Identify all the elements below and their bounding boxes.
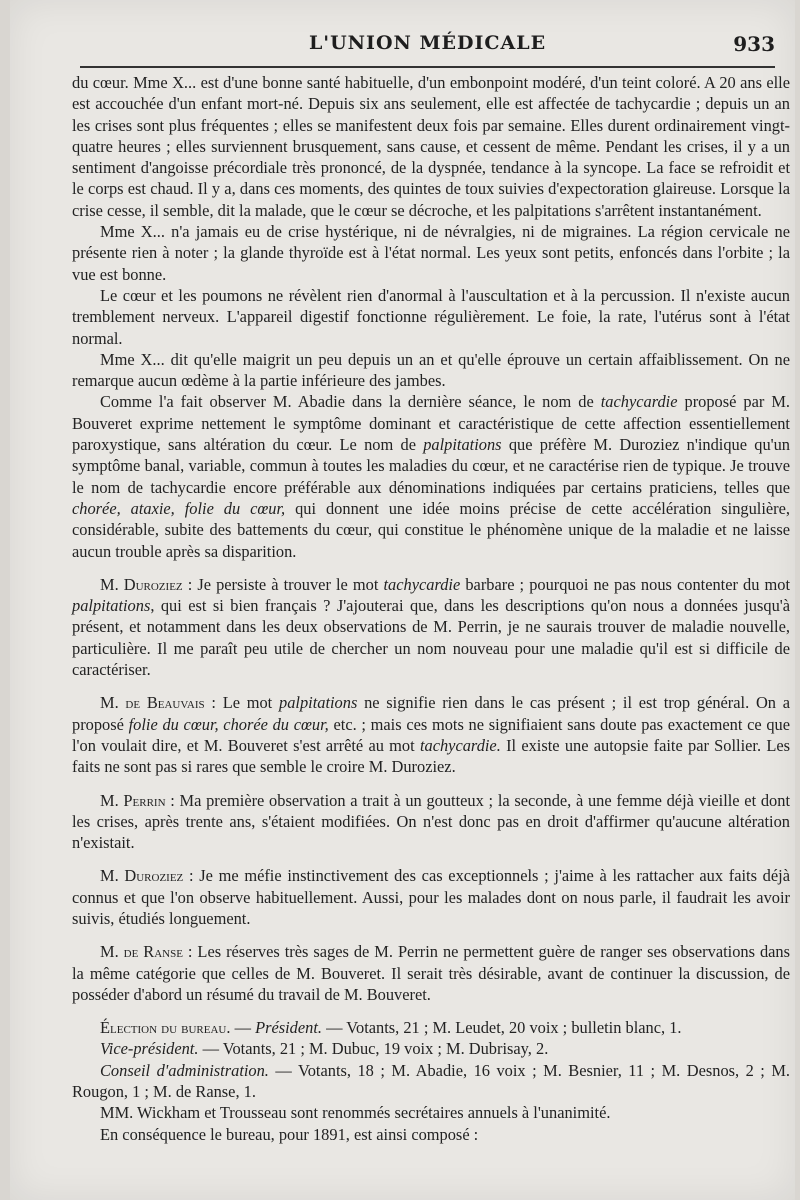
text-run: : Je persiste à trouver le mot [182,574,384,594]
speaker-name: M. de Beauvais [100,693,205,713]
paragraph-exam: Le cœur et les poumons ne révèlent rien d'anormal à l'auscultation et à la percussion. Il n'existe aucun tremblement nerveux. L'appareil digestif fonctionne régulièrement. Le foie, la rate, l'utérus sont à l'état normal. [72,285,790,348]
text-run: : Ma première observation a trait à un goutteux ; la seconde, à une femme déjà vieille et dont les crises, après trente ans, s'étaient modifiées. On n'est donc pas en droit d'affirmer qu'aucune altération n'existait. [72,790,790,853]
page [10,0,795,1200]
text-run: : Je me méfie instinctivement des cas exceptionnels ; j'aime à les rattacher aux faits déjà connus et que l'on observe habituellement. Aussi, pour les malades dont on nous parle, il faudrait les avoir suivis, étudiés longuement. [72,866,790,928]
election-president [72,1017,790,1038]
text-run: etc. ; mais ces mots ne signifiaient sans doute pas exactement ce que l'on voulait dire, et M. Bouveret s'est arrêté au mot [72,714,791,755]
term-folie-du-coeur: folie du cœur, chorée du cœur, [128,714,329,734]
speech-de-beauvais [72,692,790,777]
text-run: : Les réserves très sages de M. Perrin ne permettent guère de ranger ses observations dans la même catégorie que celles de M. Bouveret. Il serait très désirable, avant de continuer la discussion, de posséder d'abord un résumé du travail de M. Bouveret. [72,942,790,1004]
term-tachycardie: tachycardie [600,392,678,412]
text-run: proposé par M. Bouveret exprime nettement le symptôme dominant et caractéristique de cette affection essentiellement paroxystique, sans altération du cœur. Le nom de [72,392,790,455]
speaker-name: M. de Ranse [100,942,183,962]
term-palpitations: palpitations [72,596,151,616]
text-run: barbare ; pourquoi ne pas nous contenter du mot [460,574,790,594]
election-council [72,1060,790,1103]
text-run: ne signifie rien dans le cas présent ; il est trop général. On a proposé [72,693,791,734]
text-run: — Votants, 21 ; M. Dubuc, 19 voix ; M. Dubrisay, 2. [198,1039,549,1059]
speech-perrin [72,790,790,854]
page-number: 933 [733,32,775,56]
text-run: Il existe une autopsie faite par Sollier. Les faits ne sont pas si rares que semble le croire M. Duroziez. [72,735,790,777]
election-vice-president [72,1038,790,1059]
speech-duroziez-1 [72,574,790,680]
text-run: — [230,1018,256,1038]
text-run: — Votants, 21 ; M. Leudet, 20 voix ; bulletin blanc, 1. [321,1018,682,1038]
paragraph-naming-argument [72,391,790,561]
text-run: Comme l'a fait observer M. Abadie dans la dernière séance, le nom de [100,392,601,412]
paragraph-no-hysteria: Mme X... n'a jamais eu de crise hystérique, ni de névralgies, ni de migraines. La région cervicale ne présente rien à noter ; la glande thyroïde est à l'état normal. Les yeux sont petits, enfoncés dans l'orbite ; la vue est bonne. [72,222,790,284]
speaker-name: M. Duroziez [100,866,184,886]
text-run: — Votants, 18 ; M. Abadie, 16 voix ; M. Besnier, 11 ; M. Desnos, 2 ; M. Rougon, 1 ; M. de Ranse, 1. [72,1060,791,1102]
term-palpitations: palpitations [423,435,502,455]
page-header [80,30,775,68]
speech-de-ranse [72,941,790,1005]
text-run: , qui est si bien français ? J'ajouterai que, dans les descriptions qu'on nous a données jusqu'à présent, et notamment dans les deux observations de M. Perrin, je ne saurais trouver de maladie nouvelle, particulière. Il me paraît peu utile de chercher un nom nouveau pour une maladie qu'il est si difficile de caractériser. [72,596,790,680]
speech-duroziez-2 [72,865,790,929]
text-run: que préfère M. Duroziez n'indique qu'un symptôme banal, variable, commun à toutes les maladies du cœur, et ne caractérise rien de typique. Je trouve le nom de tachycardie encore préférable aux dénominations indiquées par certains praticiens, telles que [72,435,790,497]
election-bureau-composition: En conséquence le bureau, pour 1891, est ainsi composé : [100,1124,479,1144]
speaker-name: M. Duroziez [100,574,183,594]
role-label: Vice-président. [100,1039,199,1059]
paragraph-case-history: du cœur. Mme X... est d'une bonne santé habituelle, d'un embonpoint modéré, d'un teint coloré. A 20 ans elle est accouchée d'un enfant mort-né. Depuis six ans seulement, elle est affectée de tachycardie ; depuis un an les crises sont plus fréquentes ; elles se manifestent deux fois par semaine. Elles durent ordinairement vingt-quatre heures ; elles surviennent brusquement, sans cause, et cessent de même. Pendant les crises, il y a un sentiment d'angoisse précordiale très prononcé, de la dyspnée, tendance à la syncope. La face se refroidit et le corps est chaud. Il y a, dans ces moments, des quintes de toux suivies d'expectoration glaireuse. Lorsque la crise cesse, il semble, dit la malade, que le cœur se décroche, et les palpitations s'arrêtent instantanément. [72,73,790,220]
text-run: qui donnent une idée moins précise de cette accélération singulière, considérable, subite des battements du cœur, qui constitue le phénomène unique de la maladie et ne laisse aucun trouble après sa disparition. [72,498,791,561]
term-palpitations: palpitations [279,693,358,713]
speaker-name: M. Perrin [100,790,166,810]
running-title: L'UNION MÉDICALE [308,32,547,54]
term-list: chorée, ataxie, folie du cœur, [72,498,286,518]
role-label: Président. [255,1018,322,1038]
election-secretaries: MM. Wickham et Trousseau sont renommés secrétaires annuels à l'unanimité. [100,1103,611,1123]
article-body [72,72,790,1145]
role-label: Conseil d'administration. [100,1060,269,1080]
term-tachycardie: tachycardie. [419,735,501,755]
text-run: : Le mot [204,693,279,713]
paragraph-weight-loss: Mme X... dit qu'elle maigrit un peu depuis un an et qu'elle éprouve un certain affaiblissement. On ne remarque aucun œdème à la partie inférieure des jambes. [72,349,790,391]
term-tachycardie: tachycardie [383,574,461,594]
section-label: Élection du bureau. [100,1018,231,1038]
